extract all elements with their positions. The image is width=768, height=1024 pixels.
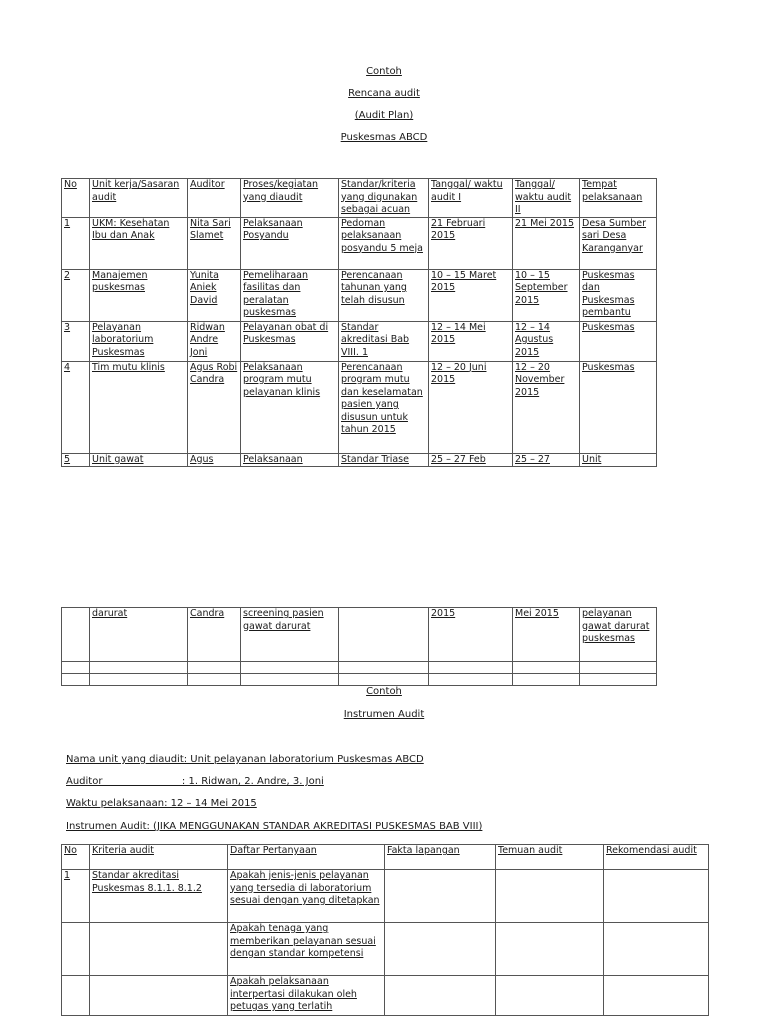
table-cell <box>385 923 496 976</box>
plan-header-cell: Auditor <box>188 179 241 218</box>
plan-header-cell: Unit kerja/Sasaran audit <box>90 179 188 218</box>
doc-title-puskesmas: Puskesmas ABCD <box>340 132 428 143</box>
table-cell: Pelaksanaan <box>241 453 339 467</box>
table-cell <box>604 923 709 976</box>
table-cell: 1 <box>62 870 90 923</box>
table-cell: 10 – 15 September 2015 <box>513 269 580 321</box>
table-cell: Nita Sari Slamet <box>188 217 241 269</box>
table-cell: Puskesmas <box>580 321 657 361</box>
table-cell <box>188 674 241 686</box>
instrument-header-row <box>62 845 709 870</box>
table-cell: Pelayanan obat di Puskesmas <box>241 321 339 361</box>
table-cell: 4 <box>62 361 90 453</box>
table-row <box>62 870 709 923</box>
table-cell <box>62 662 90 674</box>
table-cell: 12 – 20 November 2015 <box>513 361 580 453</box>
plan-header-row <box>62 179 657 218</box>
plan-header-cell: Tanggal/ waktu audit I <box>429 179 513 218</box>
doc-title-rencana: Rencana audit <box>348 88 420 99</box>
table-cell: 2 <box>62 269 90 321</box>
table-row <box>62 453 657 467</box>
plan-header-cell: No <box>62 179 90 218</box>
table-cell: Agus <box>188 453 241 467</box>
table-cell <box>496 923 604 976</box>
instrument-header-cell: Fakta lapangan <box>385 845 496 870</box>
audited-unit-line: Nama unit yang diaudit: Unit pelayanan laboratorium Puskesmas ABCD <box>66 754 424 765</box>
doc-title-contoh: Contoh <box>366 66 402 77</box>
table-row <box>62 361 657 453</box>
table-cell: Unit gawat <box>90 453 188 467</box>
table-cell: 12 – 14 Agustus 2015 <box>513 321 580 361</box>
instrument-header-cell: Rekomendasi audit <box>604 845 709 870</box>
table-cell: 12 – 14 Mei 2015 <box>429 321 513 361</box>
table-cell <box>429 662 513 674</box>
table-cell: Apakah tenaga yang memberikan pelayanan sesuai dengan standar kompetensi <box>228 923 385 976</box>
table-cell: 25 – 27 <box>513 453 580 467</box>
table-cell <box>90 674 188 686</box>
table-cell: Pemeliharaan fasilitas dan peralatan puskesmas <box>241 269 339 321</box>
table-cell: Standar Triase <box>339 453 429 467</box>
table-row <box>62 674 657 686</box>
table-row <box>62 217 657 269</box>
table-cell: Yunita Aniek David <box>188 269 241 321</box>
table-cell <box>604 976 709 1016</box>
table-cell <box>604 870 709 923</box>
table-cell: 12 – 20 Juni 2015 <box>429 361 513 453</box>
table-row <box>62 923 709 976</box>
table-cell <box>580 674 657 686</box>
table-cell: 10 – 15 Maret 2015 <box>429 269 513 321</box>
table-cell <box>385 976 496 1016</box>
table-row <box>62 976 709 1016</box>
instrument-header-cell: No <box>62 845 90 870</box>
table-cell: Pelaksanaan program mutu pelayanan klinis <box>241 361 339 453</box>
table-cell <box>62 923 90 976</box>
table-cell: 21 Mei 2015 <box>513 217 580 269</box>
table-cell: Ridwan Andre Joni <box>188 321 241 361</box>
table-cell <box>241 662 339 674</box>
audit-plan-table-continued <box>61 607 657 686</box>
instrument-header-cell: Temuan audit <box>496 845 604 870</box>
plan-header-cell: Tempat pelaksanaan <box>580 179 657 218</box>
table-cell: Standar akreditasi Puskesmas 8.1.1. 8.1.2 <box>90 870 228 923</box>
audit-plan-table <box>61 178 657 467</box>
table-cell: Puskesmas <box>580 361 657 453</box>
instrument-header-cell: Kriteria audit <box>90 845 228 870</box>
table-cell: Pelaksanaan Posyandu <box>241 217 339 269</box>
instrument-header-cell: Daftar Pertanyaan <box>228 845 385 870</box>
table-cell: Puskesmas dan Puskesmas pembantu <box>580 269 657 321</box>
table-cell: Apakah pelaksanaan interpertasi dilakukan oleh petugas yang terlatih <box>228 976 385 1016</box>
table-cell: Manajemen puskesmas <box>90 269 188 321</box>
table-cell: Unit <box>580 453 657 467</box>
table-cell <box>241 674 339 686</box>
table-cell: Perencanaan program mutu dan keselamatan pasien yang disusun untuk tahun 2015 <box>339 361 429 453</box>
time-line: Waktu pelaksanaan: 12 – 14 Mei 2015 <box>66 798 257 809</box>
table-cell: Agus Robi Candra <box>188 361 241 453</box>
table-cell: 2015 <box>429 608 513 662</box>
table-cell: Candra <box>188 608 241 662</box>
table-cell <box>513 662 580 674</box>
instrument-line: Instrumen Audit: (JIKA MENGGUNAKAN STANDAR AKREDITASI PUSKESMAS BAB VIII) <box>66 821 483 832</box>
table-cell: 5 <box>62 453 90 467</box>
table-cell: Mei 2015 <box>513 608 580 662</box>
table-cell: UKM: Kesehatan Ibu dan Anak <box>90 217 188 269</box>
table-row <box>62 269 657 321</box>
table-cell: Pedoman pelaksanaan posyandu 5 meja <box>339 217 429 269</box>
table-cell <box>429 674 513 686</box>
table-cell: 21 Februari 2015 <box>429 217 513 269</box>
table-cell <box>62 976 90 1016</box>
instrument-table <box>61 844 709 1016</box>
table-row <box>62 662 657 674</box>
table-cell: Perencanaan tahunan yang telah disusun <box>339 269 429 321</box>
table-cell: 1 <box>62 217 90 269</box>
table-cell <box>339 608 429 662</box>
table-cell: screening pasien gawat darurat <box>241 608 339 662</box>
table-cell <box>513 674 580 686</box>
plan-header-cell: Proses/kegiatan yang diaudit <box>241 179 339 218</box>
table-cell: darurat <box>90 608 188 662</box>
table-cell <box>188 662 241 674</box>
table-cell: 25 – 27 Feb <box>429 453 513 467</box>
table-cell: 3 <box>62 321 90 361</box>
table-cell <box>339 674 429 686</box>
table-cell <box>62 608 90 662</box>
plan-header-cell: Tanggal/ waktu audit II <box>513 179 580 218</box>
table-cell: Apakah jenis-jenis pelayanan yang tersedia di laboratorium sesuai dengan yang ditetapkan <box>228 870 385 923</box>
table-cell: Standar akreditasi Bab VIII. 1 <box>339 321 429 361</box>
table-cell <box>496 870 604 923</box>
table-cell <box>580 662 657 674</box>
table-row <box>62 608 657 662</box>
table-row <box>62 321 657 361</box>
table-cell <box>385 870 496 923</box>
table-cell: Pelayanan laboratorium Puskesmas <box>90 321 188 361</box>
table-cell <box>90 976 228 1016</box>
table-cell: Desa Sumber sari Desa Karanganyar <box>580 217 657 269</box>
table-cell <box>90 923 228 976</box>
table-cell <box>496 976 604 1016</box>
table-cell: Tim mutu klinis <box>90 361 188 453</box>
table-cell <box>62 674 90 686</box>
doc-title-audit-plan: (Audit Plan) <box>354 110 414 121</box>
table-cell <box>90 662 188 674</box>
instrument-heading-title: Instrumen Audit <box>343 709 425 720</box>
auditor-line: Auditor : 1. Ridwan, 2. Andre, 3. Joni <box>66 776 324 787</box>
instrument-heading-contoh: Contoh <box>366 686 402 697</box>
table-cell <box>339 662 429 674</box>
table-cell: pelayanan gawat darurat puskesmas <box>580 608 657 662</box>
plan-header-cell: Standar/kriteria yang digunakan sebagai acuan <box>339 179 429 218</box>
